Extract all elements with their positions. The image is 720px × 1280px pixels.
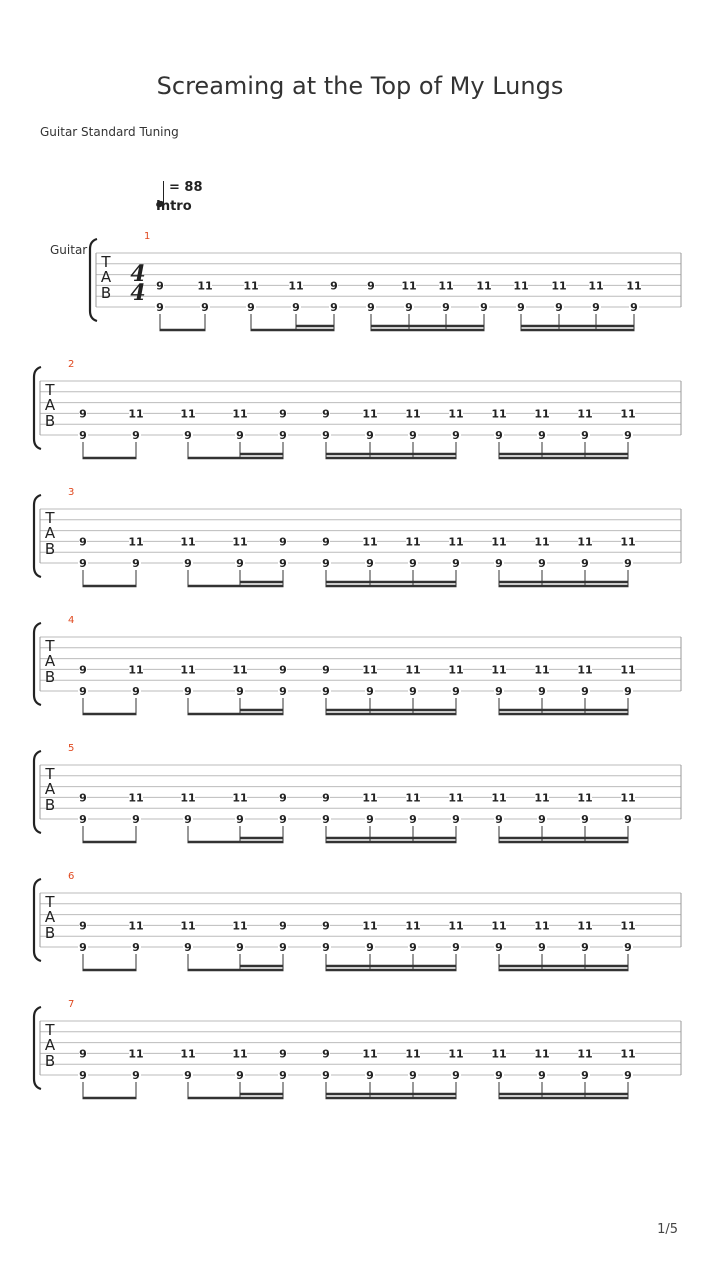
fret-number: 11	[438, 279, 454, 293]
page-number: 1/5	[657, 1222, 678, 1237]
fret-number: 11	[491, 663, 507, 677]
fret-number: 11	[534, 407, 550, 421]
tab-letter-t: T	[45, 509, 55, 527]
fret-number: 11	[232, 663, 248, 677]
fret-number: 9	[480, 301, 488, 314]
fret-number: 9	[624, 1069, 632, 1082]
fret-number: 11	[491, 535, 507, 549]
fret-number: 9	[366, 813, 374, 826]
fret-number: 9	[184, 941, 192, 954]
fret-number: 9	[624, 557, 632, 570]
fret-number: 9	[79, 1047, 87, 1061]
fret-number: 11	[128, 791, 144, 805]
fret-number: 11	[534, 791, 550, 805]
fret-number: 9	[322, 1069, 330, 1082]
fret-number: 9	[184, 557, 192, 570]
fret-number: 11	[232, 791, 248, 805]
tab-letter-t: T	[45, 893, 55, 911]
fret-number: 11	[577, 919, 593, 933]
fret-number: 9	[247, 301, 255, 314]
fret-number: 11	[534, 535, 550, 549]
fret-number: 9	[538, 941, 546, 954]
fret-number: 11	[491, 407, 507, 421]
fret-number: 11	[288, 279, 304, 293]
fret-number: 9	[495, 685, 503, 698]
tab-letter-b: B	[44, 924, 56, 942]
tab-letter-t: T	[45, 637, 55, 655]
tab-letter-b: B	[44, 796, 56, 814]
fret-number: 9	[495, 1069, 503, 1082]
fret-number: 9	[236, 429, 244, 442]
fret-number: 9	[538, 685, 546, 698]
fret-number: 11	[362, 791, 378, 805]
fret-number: 11	[405, 919, 421, 933]
fret-number: 9	[405, 301, 413, 314]
tab-letter-a: A	[44, 1036, 56, 1054]
tab-letter-a: A	[44, 780, 56, 798]
fret-number: 11	[620, 919, 636, 933]
fret-number: 9	[409, 557, 417, 570]
fret-number: 9	[452, 813, 460, 826]
tab-letter-t: T	[101, 253, 111, 271]
fret-number: 9	[279, 685, 287, 698]
fret-number: 9	[132, 941, 140, 954]
fret-number: 9	[132, 429, 140, 442]
time-signature-bottom: 4	[130, 280, 146, 306]
fret-number: 9	[279, 919, 287, 933]
tab-letter-b: B	[44, 412, 56, 430]
fret-number: 11	[534, 1047, 550, 1061]
fret-number: 9	[452, 685, 460, 698]
fret-number: 11	[362, 535, 378, 549]
fret-number: 9	[79, 813, 87, 826]
fret-number: 11	[180, 1047, 196, 1061]
fret-number: 9	[409, 813, 417, 826]
fret-number: 11	[448, 1047, 464, 1061]
fret-number: 9	[156, 279, 164, 293]
fret-number: 11	[405, 1047, 421, 1061]
instrument-label: Guitar	[50, 243, 88, 257]
fret-number: 11	[534, 663, 550, 677]
fret-number: 9	[624, 941, 632, 954]
fret-number: 11	[620, 663, 636, 677]
fret-number: 9	[132, 557, 140, 570]
fret-number: 9	[367, 301, 375, 314]
fret-number: 9	[452, 941, 460, 954]
fret-number: 9	[366, 685, 374, 698]
fret-number: 11	[491, 791, 507, 805]
fret-number: 9	[279, 557, 287, 570]
fret-number: 9	[330, 279, 338, 293]
fret-number: 11	[232, 1047, 248, 1061]
fret-number: 9	[495, 941, 503, 954]
fret-number: 9	[322, 919, 330, 933]
fret-number: 11	[491, 1047, 507, 1061]
fret-number: 11	[626, 279, 642, 293]
fret-number: 9	[366, 429, 374, 442]
fret-number: 9	[79, 663, 87, 677]
fret-number: 9	[442, 301, 450, 314]
fret-number: 9	[495, 557, 503, 570]
fret-number: 9	[538, 1069, 546, 1082]
fret-number: 9	[79, 557, 87, 570]
fret-number: 9	[279, 1047, 287, 1061]
fret-number: 9	[538, 429, 546, 442]
fret-number: 11	[180, 919, 196, 933]
fret-number: 9	[79, 407, 87, 421]
fret-number: 9	[184, 429, 192, 442]
fret-number: 9	[279, 941, 287, 954]
tab-letter-b: B	[44, 540, 56, 558]
fret-number: 9	[79, 429, 87, 442]
fret-number: 11	[577, 1047, 593, 1061]
fret-number: 9	[409, 941, 417, 954]
fret-number: 9	[495, 429, 503, 442]
fret-number: 9	[79, 685, 87, 698]
fret-number: 9	[292, 301, 300, 314]
fret-number: 9	[452, 1069, 460, 1082]
measure-number: 4	[68, 615, 75, 626]
fret-number: 11	[491, 919, 507, 933]
fret-number: 9	[79, 919, 87, 933]
fret-number: 11	[448, 407, 464, 421]
fret-number: 11	[577, 407, 593, 421]
fret-number: 9	[630, 301, 638, 314]
fret-number: 11	[180, 791, 196, 805]
fret-number: 9	[322, 663, 330, 677]
fret-number: 9	[132, 1069, 140, 1082]
fret-number: 9	[322, 941, 330, 954]
fret-number: 11	[128, 919, 144, 933]
tab-letter-t: T	[45, 381, 55, 399]
fret-number: 11	[448, 535, 464, 549]
fret-number: 9	[236, 941, 244, 954]
fret-number: 11	[243, 279, 259, 293]
fret-number: 9	[366, 557, 374, 570]
fret-number: 11	[180, 535, 196, 549]
fret-number: 9	[409, 429, 417, 442]
fret-number: 9	[555, 301, 563, 314]
measure-number: 5	[68, 743, 75, 754]
fret-number: 11	[588, 279, 604, 293]
tab-letter-b: B	[100, 284, 112, 302]
tab-letter-b: B	[44, 1052, 56, 1070]
measure-number: 7	[68, 999, 75, 1010]
fret-number: 11	[513, 279, 529, 293]
fret-number: 9	[156, 301, 164, 314]
fret-number: 9	[581, 1069, 589, 1082]
fret-number: 11	[534, 919, 550, 933]
fret-number: 9	[624, 813, 632, 826]
fret-number: 9	[581, 941, 589, 954]
fret-number: 9	[495, 813, 503, 826]
fret-number: 11	[620, 407, 636, 421]
fret-number: 9	[581, 557, 589, 570]
fret-number: 9	[236, 685, 244, 698]
fret-number: 9	[184, 813, 192, 826]
section-marker: Intro	[156, 199, 192, 214]
fret-number: 11	[401, 279, 417, 293]
fret-number: 9	[279, 535, 287, 549]
fret-number: 9	[581, 429, 589, 442]
fret-number: 9	[538, 813, 546, 826]
fret-number: 9	[452, 429, 460, 442]
fret-number: 9	[279, 429, 287, 442]
fret-number: 11	[180, 663, 196, 677]
fret-number: 11	[620, 1047, 636, 1061]
fret-number: 11	[180, 407, 196, 421]
fret-number: 11	[551, 279, 567, 293]
fret-number: 11	[405, 535, 421, 549]
tab-letter-t: T	[45, 765, 55, 783]
fret-number: 11	[405, 407, 421, 421]
tab-letter-a: A	[44, 396, 56, 414]
fret-number: 11	[128, 1047, 144, 1061]
fret-number: 11	[577, 791, 593, 805]
fret-number: 11	[448, 791, 464, 805]
tuning-label: Guitar Standard Tuning	[40, 125, 179, 139]
fret-number: 9	[517, 301, 525, 314]
fret-number: 9	[79, 1069, 87, 1082]
fret-number: 11	[362, 407, 378, 421]
fret-number: 9	[322, 813, 330, 826]
fret-number: 9	[79, 791, 87, 805]
fret-number: 9	[322, 791, 330, 805]
fret-number: 9	[322, 1047, 330, 1061]
fret-number: 9	[132, 685, 140, 698]
fret-number: 11	[577, 663, 593, 677]
fret-number: 9	[322, 557, 330, 570]
tempo-marking: = 88	[169, 180, 203, 195]
fret-number: 11	[448, 663, 464, 677]
fret-number: 9	[581, 685, 589, 698]
fret-number: 11	[448, 919, 464, 933]
fret-number: 9	[132, 813, 140, 826]
fret-number: 9	[236, 1069, 244, 1082]
measure-number: 1	[144, 231, 151, 242]
fret-number: 9	[409, 685, 417, 698]
fret-number: 11	[620, 535, 636, 549]
fret-number: 9	[279, 663, 287, 677]
song-title: Screaming at the Top of My Lungs	[156, 72, 564, 100]
tab-letter-a: A	[44, 652, 56, 670]
fret-number: 11	[577, 535, 593, 549]
fret-number: 11	[620, 791, 636, 805]
fret-number: 9	[624, 685, 632, 698]
fret-number: 9	[184, 1069, 192, 1082]
fret-number: 11	[405, 663, 421, 677]
fret-number: 11	[128, 535, 144, 549]
fret-number: 9	[279, 1069, 287, 1082]
fret-number: 11	[405, 791, 421, 805]
fret-number: 9	[322, 429, 330, 442]
fret-number: 9	[79, 941, 87, 954]
fret-number: 11	[128, 663, 144, 677]
fret-number: 9	[330, 301, 338, 314]
fret-number: 9	[79, 535, 87, 549]
fret-number: 9	[452, 557, 460, 570]
fret-number: 11	[232, 407, 248, 421]
measure-number: 3	[68, 487, 75, 498]
tab-letter-a: A	[44, 524, 56, 542]
fret-number: 9	[236, 813, 244, 826]
fret-number: 9	[367, 279, 375, 293]
fret-number: 9	[366, 1069, 374, 1082]
fret-number: 9	[409, 1069, 417, 1082]
time-signature-top: 4	[130, 261, 146, 287]
fret-number: 9	[279, 813, 287, 826]
fret-number: 9	[366, 941, 374, 954]
fret-number: 9	[201, 301, 209, 314]
tab-letter-t: T	[45, 1021, 55, 1039]
tab-letter-b: B	[44, 668, 56, 686]
fret-number: 9	[322, 407, 330, 421]
fret-number: 11	[362, 919, 378, 933]
fret-number: 9	[592, 301, 600, 314]
fret-number: 11	[197, 279, 213, 293]
fret-number: 11	[362, 1047, 378, 1061]
fret-number: 11	[362, 663, 378, 677]
fret-number: 9	[184, 685, 192, 698]
fret-number: 11	[232, 919, 248, 933]
tab-letter-a: A	[100, 268, 112, 286]
measure-number: 2	[68, 359, 75, 370]
fret-number: 9	[279, 791, 287, 805]
measure-number: 6	[68, 871, 75, 882]
fret-number: 9	[538, 557, 546, 570]
fret-number: 9	[322, 685, 330, 698]
fret-number: 11	[128, 407, 144, 421]
fret-number: 9	[624, 429, 632, 442]
fret-number: 11	[232, 535, 248, 549]
fret-number: 9	[581, 813, 589, 826]
fret-number: 9	[322, 535, 330, 549]
fret-number: 9	[279, 407, 287, 421]
tab-letter-a: A	[44, 908, 56, 926]
fret-number: 9	[236, 557, 244, 570]
fret-number: 11	[476, 279, 492, 293]
